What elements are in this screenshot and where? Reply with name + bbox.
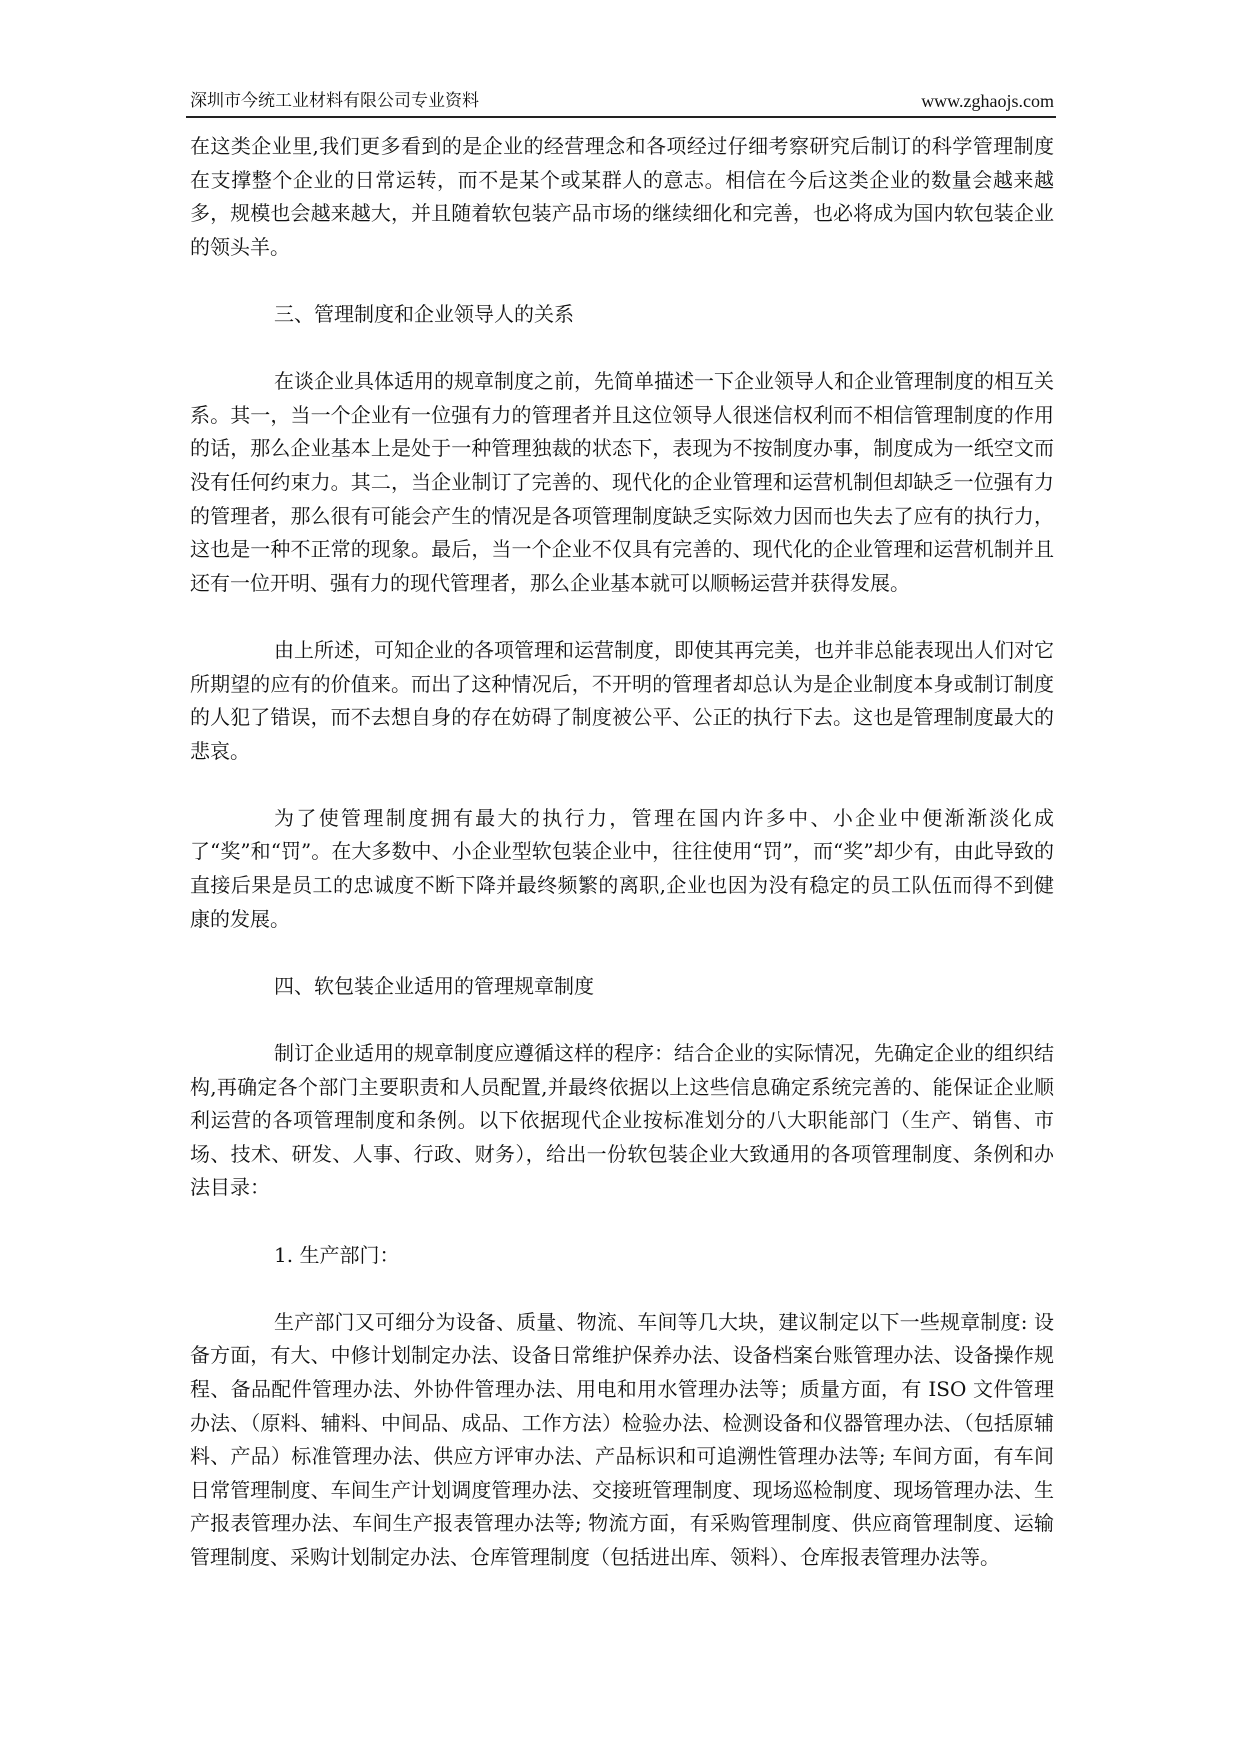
paragraph-intro-continuation: 在这类企业里,我们更多看到的是企业的经营理念和各项经过仔细考察研究后制订的科学管理制度在支撑整个企业的日常运转，而不是某个或某群人的意志。相信在今后这类企业的数量会越来越多，规模也会越来越大，并且随着软包装产品市场的继续细化和完善，也必将成为国内软包装企业的领头羊。 (190, 134, 1054, 259)
paragraph-summary: 由上所述，可知企业的各项管理和运营制度，即使其再完美，也并非总能表现出人们对它所期望的应有的价值来。而出了这种情况后，不开明的管理者却总认为是企业制度本身或制订制度的人犯了错误，而不去想自身的存在妨碍了制度被公平、公正的执行下去。这也是管理制度最大的悲哀。 (190, 637, 1054, 763)
document-body (190, 130, 1054, 1608)
paragraph-production-rules: 生产部门又可细分为设备、质量、物流、车间等几大块，建议制定以下一些规章制度: 设备方面，有大、中修计划制定办法、设备日常维护保养办法、设备档案台账管理办法、设备操作规程、备品配件管理办法、外协件管理办法、用电和用水管理办法等；质量方面，有 ISO 文件管理办法、（原料、辅料、中间品、成品、工作方法）检验办法、检测设备和仪器管理办法、（包括原辅料、产品）标准管理办法、供应方评审办法、产品标识和可追溯性管理办法等; 车间方面，有车间日常管理制度、车间生产计划调度管理办法、交接班管理制度、现场巡检制度、现场管理办法、生产报表管理办法、车间生产报表管理办法等; 物流方面，有采购管理制度、供应商管理制度、运输管理制度、采购计划制定办法、仓库管理制度（包括进出库、领料）、仓库报表管理办法等。 (190, 1309, 1054, 1569)
subsection-heading-production: 1. 生产部门： (274, 1242, 400, 1267)
section-heading-4: 四、软包装企业适用的管理规章制度 (274, 973, 594, 998)
paragraph-procedure: 制订企业适用的规章制度应遵循这样的程序：结合企业的实际情况，先确定企业的组织结构,再确定各个部门主要职责和人员配置,并最终依据以上这些信息确定系统完善的、能保证企业顺利运营的各项管理制度和条例。以下依据现代企业按标准划分的八大职能部门（生产、销售、市场、技术、研发、人事、行政、财务），给出一份软包装企业大致通用的各项管理制度、条例和办法目录： (190, 1041, 1054, 1200)
paragraph-reward-punish: 为了使管理制度拥有最大的执行力，管理在国内许多中、小企业中便渐渐淡化成了“奖”和“罚”。在大多数中、小企业型软包装企业中，往往使用“罚”，而“奖”却少有，由此导致的直接后果是员工的忠诚度不断下降并最终频繁的离职,企业也因为没有稳定的员工队伍而得不到健康的发展。 (190, 805, 1054, 931)
section-heading-3: 三、管理制度和企业领导人的关系 (274, 301, 574, 326)
header-company-name: 深圳市今统工业材料有限公司专业资料 (190, 91, 479, 111)
header-website: www.zghaojs.com (921, 91, 1054, 111)
page-header (190, 88, 1054, 114)
header-divider (186, 116, 1056, 118)
paragraph-leader-relation: 在谈企业具体适用的规章制度之前，先简单描述一下企业领导人和企业管理制度的相互关系。其一，当一个企业有一位强有力的管理者并且这位领导人很迷信权利而不相信管理制度的作用的话，那么企业基本上是处于一种管理独裁的状态下，表现为不按制度办事，制度成为一纸空文而没有任何约束力。其二，当企业制订了完善的、现代化的企业管理和运营机制但却缺乏一位强有力的管理者，那么很有可能会产生的情况是各项管理制度缺乏实际效力因而也失去了应有的执行力，这也是一种不正常的现象。最后，当一个企业不仅具有完善的、现代化的企业管理和运营机制并且还有一位开明、强有力的现代管理者，那么企业基本就可以顺畅运营并获得发展。 (190, 369, 1054, 595)
